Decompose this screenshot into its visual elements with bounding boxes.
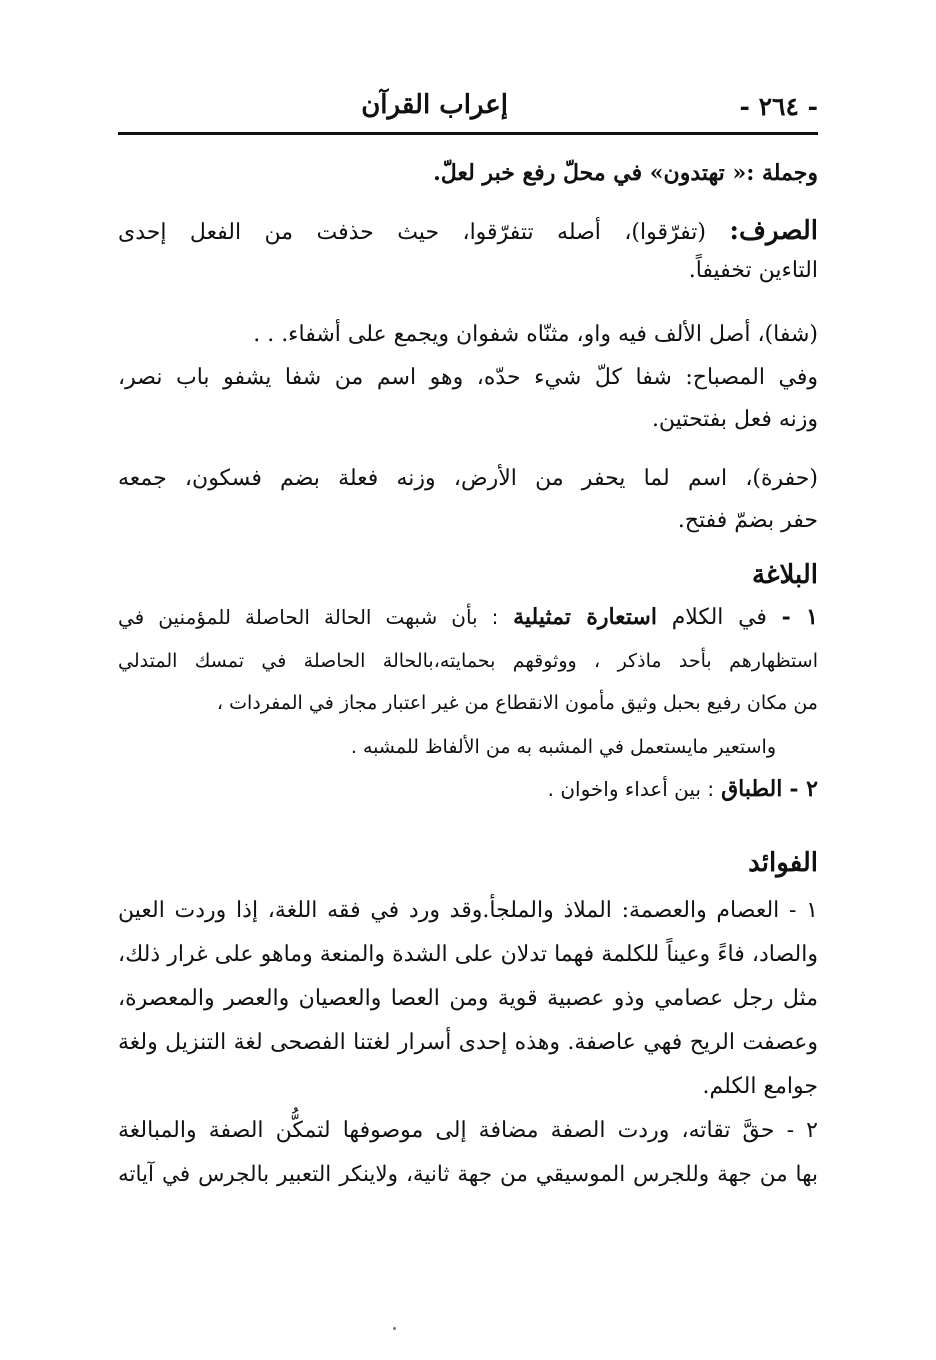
fawaid-item-1-line-1: ١ - العصام والعصمة: الملاذ والملجأ.وقد ورد في فقه اللغة، إذا وردت العين: [118, 898, 818, 923]
shafa-line-1: (شفا)، أصل الألف فيه واو، مثنّاه شفوان ويجمع على أشفاء. . .: [253, 322, 818, 347]
sarf-line-2: التاءين تخفيفاً.: [688, 258, 818, 283]
balagha-item-2-rest: : بين أعداء واخوان .: [547, 777, 715, 801]
balagha-item-1-rest: : بأن شبهت الحالة الحاصلة للمؤمنين في: [118, 605, 499, 629]
balagha-item-2-term: الطباق: [721, 776, 783, 802]
fawaid-title: الفوائد: [748, 848, 818, 878]
fawaid-item-2-line-2: بها من جهة وللجرس الموسيقي من جهة ثانية، ولاينكر التعبير بالجرس في آياته: [118, 1162, 818, 1187]
sarf-text-1: (تفرّقوا)، أصله تتفرّقوا، حيث حذفت من الفعل إحدى: [118, 220, 706, 245]
fawaid-item-1-line-3: مثل رجل عصامي وذو عصبية قوية ومن العصا والعصيان والعصر والمعصرة،: [118, 986, 818, 1011]
fawaid-item-1-line-5: جوامع الكلم.: [702, 1074, 818, 1099]
page-header: [118, 86, 818, 135]
fawaid-item-2-line-1: ٢ - حقَّ تقاته، وردت الصفة مضافة إلى موصوفها لتمكُّن الصفة والمبالغة: [118, 1118, 818, 1143]
balagha-item-1-line-4: واستعير مايستعمل في المشبه به من الألفاظ للمشبه .: [350, 736, 776, 758]
sarf-line-1: [118, 216, 818, 247]
balagha-item-2-number: ٢ -: [789, 776, 818, 802]
hufra-line-2: حفر بضمّ ففتح.: [677, 508, 818, 533]
jumla-line: وجملة :« تهتدون» في محلّ رفع خبر لعلّ.: [433, 160, 818, 186]
balagha-item-1-line-2: استظهارهم بأحد ماذكر ، ووثوقهم بحمايته،بالحالة الحاصلة في تمسك المتدلي: [118, 650, 818, 672]
sarf-heading: الصرف:: [729, 216, 819, 246]
scan-speck: [393, 1327, 396, 1330]
shafa-line-2: وفي المصباح: شفا كلّ شيء حدّه، وهو اسم من شفا يشفو باب نصر،: [118, 365, 818, 390]
balagha-item-1-line-1: [118, 604, 818, 631]
balagha-item-1-number: ١ -: [781, 604, 818, 630]
page-number: - ٢٦٤ -: [739, 92, 818, 121]
balagha-title: البلاغة: [751, 560, 818, 590]
balagha-item-2: [118, 776, 818, 803]
balagha-item-1-term: استعارة تمثيلية: [513, 604, 657, 630]
shafa-line-3: وزنه فعل بفتحتين.: [651, 407, 818, 432]
balagha-item-1-lead: في الكلام: [671, 605, 767, 630]
fawaid-item-1-line-2: والصاد، فاءً وعيناً للكلمة فهما تدلان على الشدة والمنعة وماهو على غرار ذلك،: [118, 942, 818, 967]
running-title: إعراب القرآن: [361, 90, 508, 120]
balagha-item-1-line-3: من مكان رفيع بحبل وثيق مأمون الانقطاع من غير اعتبار مجاز في المفردات ،: [216, 692, 818, 714]
fawaid-item-1-line-4: وعصفت الريح فهي عاصفة. وهذه إحدى أسرار لغتنا الفصحى لغة التنزيل ولغة: [118, 1030, 818, 1055]
hufra-line-1: (حفرة)، اسم لما يحفر من الأرض، وزنه فعلة بضم فسكون، جمعه: [118, 466, 818, 491]
